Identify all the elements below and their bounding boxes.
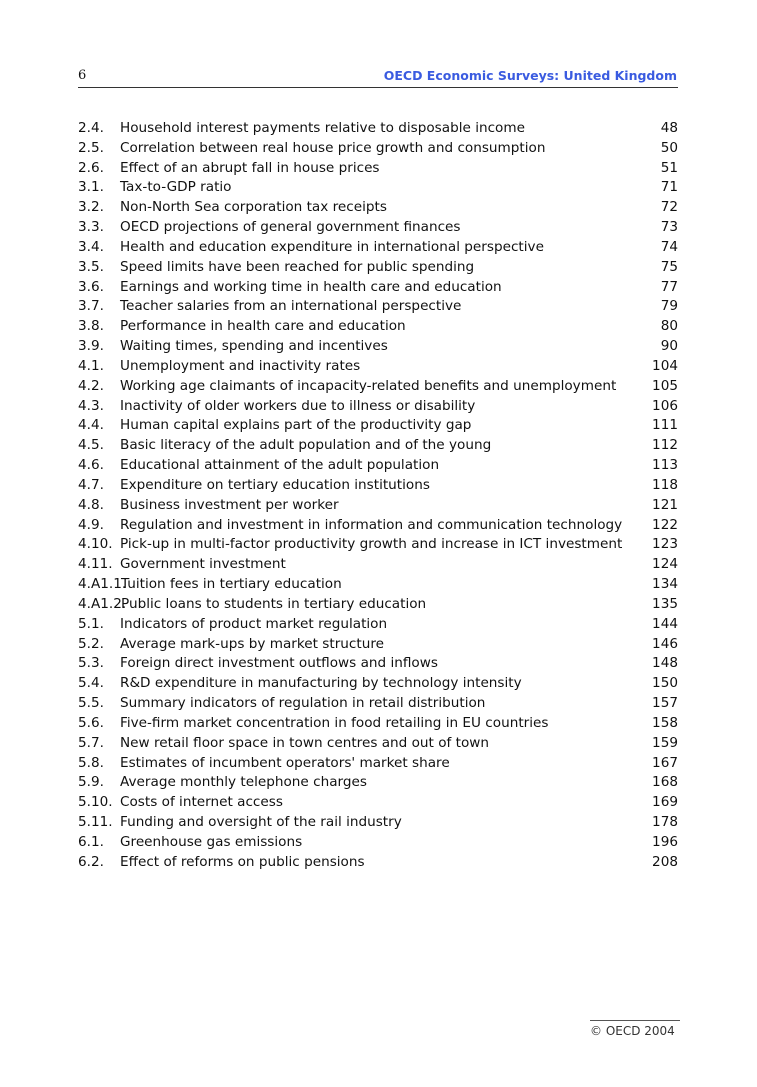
entry-number: 5.8. [78,754,104,771]
entry-page: 72 [660,199,678,216]
running-header-title: OECD Economic Surveys: United Kingdom [383,68,677,83]
entry-number: 5.7. [78,734,104,751]
toc-entry[interactable] [78,516,678,536]
entry-number: 4.11. [78,556,113,573]
entry-number: 5.4. [78,675,104,692]
entry-title: Expenditure on tertiary education institutions [120,476,430,493]
entry-page: 168 [652,774,678,791]
entry-title: Effect of an abrupt fall in house prices [120,159,380,176]
entry-title: Average monthly telephone charges [120,774,367,791]
entry-number: 3.1. [78,179,104,196]
toc-entry[interactable] [78,694,678,714]
entry-title: Business investment per worker [120,496,339,513]
entry-number: 3.8. [78,318,104,335]
entry-number: 3.9. [78,338,104,355]
entry-number: 2.6. [78,159,104,176]
toc-entry[interactable] [78,793,678,813]
entry-page: 146 [652,635,678,652]
entry-number: 2.5. [78,139,104,156]
entry-page: 111 [652,417,678,434]
entry-page: 112 [652,437,678,454]
entry-page: 196 [652,833,678,850]
toc-entry[interactable] [78,218,678,238]
toc-entry[interactable] [78,317,678,337]
entry-page: 157 [652,695,678,712]
footer-copyright: © OECD 2004 [590,1024,675,1038]
entry-title: Educational attainment of the adult population [120,457,440,474]
entry-number: 4.7. [78,476,104,493]
entry-title: Basic literacy of the adult population and of the young [120,437,492,454]
entry-page: 122 [652,516,678,533]
entry-title: Tax-to-GDP ratio [120,179,232,196]
toc-entry[interactable] [78,555,678,575]
entry-title: Working age claimants of incapacity-related benefits and unemployment [120,377,617,394]
entry-number: 6.1. [78,833,104,850]
entry-number: 3.7. [78,298,104,315]
toc-entry[interactable] [78,496,678,516]
entry-page: 208 [652,853,678,870]
entry-title: Foreign direct investment outflows and inflows [120,655,438,672]
entry-page: 48 [660,120,678,136]
entry-number: 5.11. [78,813,113,830]
entry-title: Costs of internet access [120,794,283,811]
entry-page: 118 [652,476,678,493]
entry-page: 150 [652,675,678,692]
entry-number: 5.5. [78,695,104,712]
toc-entry[interactable] [78,674,678,694]
entry-title: R&D expenditure in manufacturing by technology intensity [120,675,522,692]
toc-entry[interactable] [78,773,678,793]
entry-page: 74 [660,238,678,255]
entry-number: 3.2. [78,199,104,216]
page-number: 6 [78,68,87,83]
entry-number: 4.9. [78,516,104,533]
entry-page: 77 [660,278,678,295]
toc-entry[interactable] [78,833,678,853]
toc-entry[interactable] [78,297,678,317]
toc-entry[interactable] [78,337,678,357]
entry-title: Regulation and investment in information and communication technology [120,516,623,533]
entry-number: 4.5. [78,437,104,454]
entry-number: 3.5. [78,258,104,275]
entry-number: 3.6. [78,278,104,295]
entry-number: 4.2. [78,377,104,394]
entry-title: Unemployment and inactivity rates [120,357,361,374]
footer-rule [590,1020,680,1021]
entry-number: 2.4. [78,120,104,136]
entry-number: 4.6. [78,457,104,474]
toc-entry[interactable] [78,178,678,198]
entry-title: Average mark-ups by market structure [120,635,384,652]
entry-number: 4.A1.2. [78,595,127,612]
entry-title: Correlation between real house price growth and consumption [120,139,546,156]
entry-page: 51 [660,159,678,176]
entry-number: 5.3. [78,655,104,672]
entry-number: 4.3. [78,397,104,414]
entry-number: 4.8. [78,496,104,513]
entry-number: 3.4. [78,238,104,255]
entry-page: 121 [652,496,678,513]
entry-title: Government investment [120,556,286,573]
toc-entry[interactable] [78,377,678,397]
entry-page: 178 [652,813,678,830]
toc-entry[interactable] [78,278,678,298]
toc-entry[interactable] [78,436,678,456]
entry-number: 4.4. [78,417,104,434]
toc-entry[interactable] [78,595,678,615]
entry-title: Indicators of product market regulation [120,615,388,632]
toc-entry[interactable] [78,615,678,635]
entry-page: 113 [652,457,678,474]
toc-entry[interactable] [78,853,678,873]
entry-number: 5.6. [78,714,104,731]
entry-page: 104 [652,357,678,374]
toc-entry[interactable] [78,575,678,595]
entry-title: Summary indicators of regulation in retail distribution [120,695,486,712]
entry-title: Estimates of incumbent operators' market share [120,754,450,771]
toc-entry[interactable] [78,416,678,436]
entry-number: 6.2. [78,853,104,870]
entry-number: 5.10. [78,794,113,811]
entry-title: Human capital explains part of the productivity gap [120,417,472,434]
entry-page: 73 [660,219,678,236]
entry-title: Household interest payments relative to disposable income [120,120,525,136]
entry-page: 105 [652,377,678,394]
toc-entry[interactable] [78,238,678,258]
entry-page: 80 [660,318,678,335]
entry-title: OECD projections of general government finances [120,219,461,236]
entry-number: 4.1. [78,357,104,374]
toc-entry[interactable] [78,198,678,218]
entry-title: Tuition fees in tertiary education [121,576,342,593]
entry-title: Public loans to students in tertiary education [121,595,427,612]
entry-number: 4.A1.1. [78,576,127,593]
toc-entry[interactable] [78,813,678,833]
toc-entry[interactable] [78,654,678,674]
entry-title: Effect of reforms on public pensions [120,853,365,870]
toc-entry[interactable] [78,476,678,496]
entry-page: 159 [652,734,678,751]
header-rule [78,87,678,88]
entry-number: 5.1. [78,615,104,632]
entry-title: Health and education expenditure in international perspective [120,238,544,255]
toc-entry[interactable] [78,258,678,278]
entry-page: 135 [652,595,678,612]
entry-title: Funding and oversight of the rail industry [120,813,402,830]
entry-number: 4.10. [78,536,113,553]
entry-title: Performance in health care and education [120,318,406,335]
entry-title: Inactivity of older workers due to illness or disability [120,397,476,414]
entry-title: Non-North Sea corporation tax receipts [120,199,387,216]
toc-entry[interactable] [78,357,678,377]
entry-page: 124 [652,556,678,573]
toc-entry[interactable] [78,635,678,655]
entry-page: 148 [652,655,678,672]
entry-page: 134 [652,576,678,593]
entry-page: 144 [652,615,678,632]
toc-entry[interactable] [78,159,678,179]
entry-title: Speed limits have been reached for public spending [120,258,475,275]
toc-entry[interactable] [78,714,678,734]
entry-title: Five-firm market concentration in food retailing in EU countries [120,714,549,731]
toc-entry[interactable] [78,139,678,159]
entry-page: 50 [660,139,678,156]
toc-entry[interactable] [78,754,678,774]
entry-page: 158 [652,714,678,731]
entry-title: Pick-up in multi-factor productivity growth and increase in ICT investment [120,536,623,553]
entry-page: 106 [652,397,678,414]
toc-entry[interactable] [78,456,678,476]
entry-page: 169 [652,794,678,811]
entry-title: New retail floor space in town centres and out of town [120,734,490,751]
toc-entry[interactable] [78,734,678,754]
entry-title: Waiting times, spending and incentives [120,338,388,355]
entry-page: 167 [652,754,678,771]
entry-title: Earnings and working time in health care and education [120,278,502,295]
entry-title: Greenhouse gas emissions [120,833,303,850]
entry-page: 79 [660,298,678,315]
toc-entry[interactable] [78,535,678,555]
toc-entry[interactable] [78,119,678,139]
entry-page: 71 [660,179,678,196]
entry-number: 3.3. [78,219,104,236]
entry-number: 5.2. [78,635,104,652]
list-of-figures [78,119,678,872]
entry-page: 123 [652,536,678,553]
entry-title: Teacher salaries from an international perspective [120,298,462,315]
entry-page: 75 [660,258,678,275]
entry-number: 5.9. [78,774,104,791]
toc-entry[interactable] [78,397,678,417]
entry-page: 90 [660,338,678,355]
